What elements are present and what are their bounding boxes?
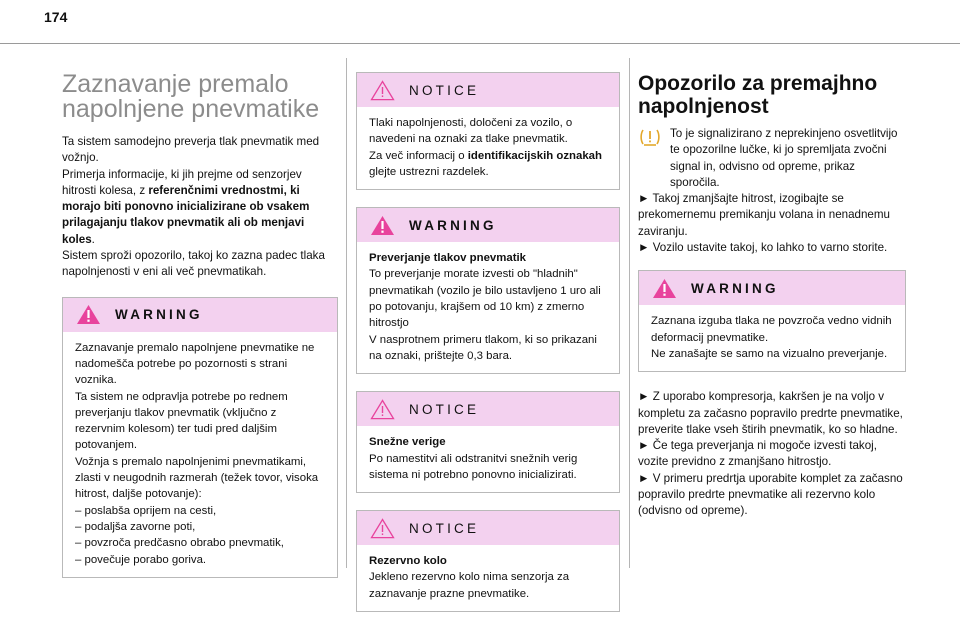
step-item: ► Z uporabo kompresorja, kakršen je na voljo v kompletu za začasno popravilo predrte pnevmatike, preverite tlake vseh štirih pnevmatik, ko so hladne. [638,390,903,436]
warning-triangle-icon [76,304,101,325]
warning-box-header [639,271,905,305]
intro-text-2: Primerja informacije, ki jih prejme od senzorjev hitrosti kolesa, z [62,167,302,197]
section-heading-alert: Opozorilo za premajhno napolnjenost [638,72,878,118]
step-item: ► V primeru predrtja uporabite komplet za začasno popravilo predrte pnevmatike ali rezervno kolo (odvisno od opreme). [638,471,903,518]
warning-list-item: – poslabša oprijem na cesti, [75,504,217,517]
notice-box-body [357,426,619,492]
warning-box-pressure-loss [638,270,906,372]
notice-text-ref-c: glejte ustrezni razdelek. [369,165,489,178]
notice-box-spare-wheel [356,510,620,612]
section-heading-detection: Zaznavanje premalo napolnjene pnevmatike [62,70,320,123]
warning-box-header [63,298,337,332]
notice-box-header [357,73,619,107]
warning-title: WARNING [409,217,497,233]
notice-text: Po namestitvi ali odstranitvi snežnih verig sistema ni potrebno ponovno inicializirati. [369,452,578,481]
alert-intro-text: To je signalizirano z neprekinjeno osvetlitvijo te opozorilne lučke, ki jo spremljata zvočni signal in, odvisno od opreme, prikaz sporočila. [670,127,898,189]
intro-text-period: . [91,232,95,246]
warning-list-item: – povečuje porabo goriva. [75,553,207,566]
notice-box-pressures [356,72,620,190]
step-item: ► Vozilo ustavite takoj, ko lahko to varno storite. [638,241,888,255]
header-divider [0,43,960,44]
page-number: 174 [44,9,68,25]
warning-line: Vožnja s premalo napolnjenimi pnevmatikami, zlasti v neugodnih razmerah (težek tovor, visoka hitrost, dalјše potovanje): [75,455,319,501]
notice-box-body [357,107,619,189]
warning-title: WARNING [115,307,203,323]
intro-text-3: Sistem sproži opozorilo, takoj ko zazna padec tlaka napolnjenosti v eni ali več pnevmatikah. [62,249,325,279]
warning-text: To preverjanje morate izvesti ob "hladnih" pnevmatikah (vozilo je bilo ustavljeno 1 uro ali po potovanju, krajšem od 10 km) z zmerno hitrostjo [369,268,601,330]
warning-box-header [357,208,619,242]
tire-pressure-warning-icon [638,125,662,149]
alert-intro [638,126,906,191]
notice-text-ref-a: Za več informacij o [369,149,468,162]
warning-list-item: – podaljša zavorne poti, [75,520,196,533]
alert-steps-1 [638,191,906,256]
warning-title: WARNING [691,280,779,296]
warning-line: Zaznavanje premalo napolnjene pnevmatike ne nadomešča potrebe po pozornosti s strani voznika. [75,341,315,387]
warning-line: Ta sistem ne odpravlja potrebe po rednem preverjanju tlakov pnevmatik (vključno z rezervnim kolesom) ter tudi pred daljšim potovanjem. [75,390,288,452]
warning-triangle-icon [370,215,395,236]
notice-title: NOTICE [409,82,480,98]
notice-text: Tlaki napolnjenosti, določeni za vozilo, o navedeni na oznaki za tlake pnevmatik. [369,117,573,146]
notice-triangle-icon [370,399,395,420]
notice-title: NOTICE [409,401,480,417]
warning-box-body [63,332,337,577]
column-divider-2 [629,58,630,568]
notice-box-header [357,511,619,545]
warning-subheading: Preverjanje tlakov pnevmatik [369,252,527,265]
notice-title: NOTICE [409,520,480,536]
column-2 [356,72,620,629]
warning-triangle-icon [652,278,677,299]
step-item: ► Če tega preverjanja ni mogoče izvesti takoj, vozite previdno z zmanjšano hitrostjo. [638,439,877,469]
notice-text-ref-bold: identifikacijskih oznakah [467,149,602,162]
warning-text: Zaznana izguba tlaka ne povzroča vedno vidnih deformacij pnevmatike. [651,315,892,344]
column-1 [62,72,338,595]
notice-triangle-icon [370,80,395,101]
warning-text: Ne zanašajte se samo na vizualno preverjanje. [651,347,888,360]
notice-box-snow-chains [356,391,620,493]
alert-steps-2 [638,389,906,519]
warning-text: V nasprotnem primeru tlakom, ki so prikazani na oznaki, prištejte 0,3 bara. [369,333,597,362]
warning-box-body [639,305,905,371]
intro-text-1: Ta sistem samodejno preverja tlak pnevmatik med vožnjo. [62,135,320,165]
notice-subheading: Rezervno kolo [369,555,447,568]
notice-text: Jekleno rezervno kolo nima senzorja za zaznavanje prazne pnevmatike. [369,571,570,600]
column-divider-1 [346,58,347,568]
notice-box-body [357,545,619,611]
warning-list-item: – povzroča predčasno obrabo pnevmatik, [75,537,284,550]
column-3 [638,72,906,520]
intro-paragraph [62,134,338,281]
intro-text-bold: referenčnimi vrednostmi, ki morajo biti ponovno inicializirane ob vsakem prilagajanju tlakov pnevmatik ali ob menjavi koles [62,183,310,246]
notice-text-ref [369,148,609,181]
notice-triangle-icon [370,518,395,539]
warning-box-body [357,242,619,373]
notice-box-header [357,392,619,426]
notice-subheading: Snežne verige [369,436,446,449]
warning-box-detection [62,297,338,578]
warning-box-pressure-check [356,207,620,374]
step-item: ► Takoj zmanjšajte hitrost, izogibajte se prekomernemu premikanju volana in nenadnemu zaviranju. [638,192,890,238]
